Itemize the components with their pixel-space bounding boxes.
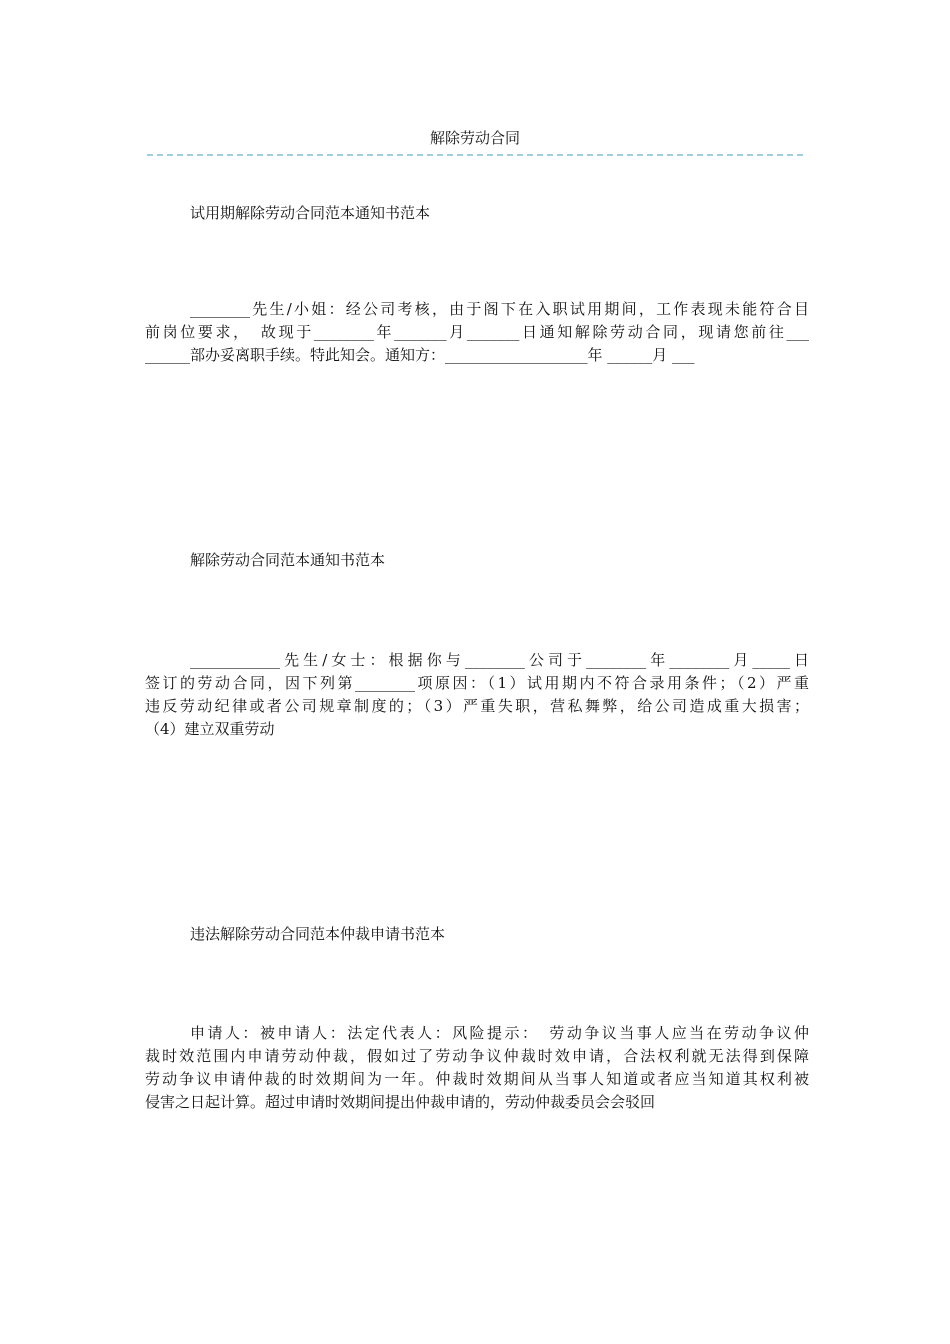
paragraph-line: 签订的劳动合同，因下列第________项原因：（1）试用期内不符合录用条件；（2）严重	[145, 674, 809, 692]
paragraph-line: 劳动争议申请仲裁的时效期间为一年。仲裁时效期间从当事人知道或者应当知道其权利被	[145, 1070, 809, 1088]
paragraph-line: ____________先生/女士：根据你与________公司于________年________月_____日	[190, 651, 809, 669]
paragraph-termination-notice	[145, 649, 809, 741]
paragraph-probation-notice	[145, 298, 809, 367]
paragraph-line: ________先生/小姐：经公司考核，由于阁下在入职试用期间，工作表现未能符合目	[190, 300, 809, 318]
section-heading-arbitration: 违法解除劳动合同范本仲裁申请书范本	[190, 925, 446, 943]
paragraph-line: ______部办妥离职手续。特此知会。通知方：___________________年 ______月 ___	[145, 346, 695, 364]
paragraph-line: 前岗位要求， 故现于________年_______月_______日通知解除劳动合同，现请您前往___	[145, 323, 809, 341]
paragraph-line: 违反劳动纪律或者公司规章制度的；（3）严重失职，营私舞弊，给公司造成重大损害；	[145, 697, 809, 715]
paragraph-line: 申请人：被申请人：法定代表人：风险提示： 劳动争议当事人应当在劳动争议仲	[190, 1024, 809, 1042]
section-heading-termination-notice: 解除劳动合同范本通知书范本	[190, 551, 386, 569]
section-heading-probation: 试用期解除劳动合同范本通知书范本	[190, 204, 431, 222]
page-title: 解除劳动合同	[429, 129, 520, 147]
paragraph-line: （4）建立双重劳动	[145, 720, 275, 738]
title-divider	[147, 154, 803, 156]
paragraph-line: 裁时效范围内申请劳动仲裁，假如过了劳动争议仲裁时效申请，合法权利就无法得到保障	[145, 1047, 809, 1065]
paragraph-line: 侵害之日起计算。超过申请时效期间提出仲裁申请的，劳动仲裁委员会会驳回	[145, 1093, 656, 1111]
paragraph-arbitration	[145, 1022, 809, 1114]
